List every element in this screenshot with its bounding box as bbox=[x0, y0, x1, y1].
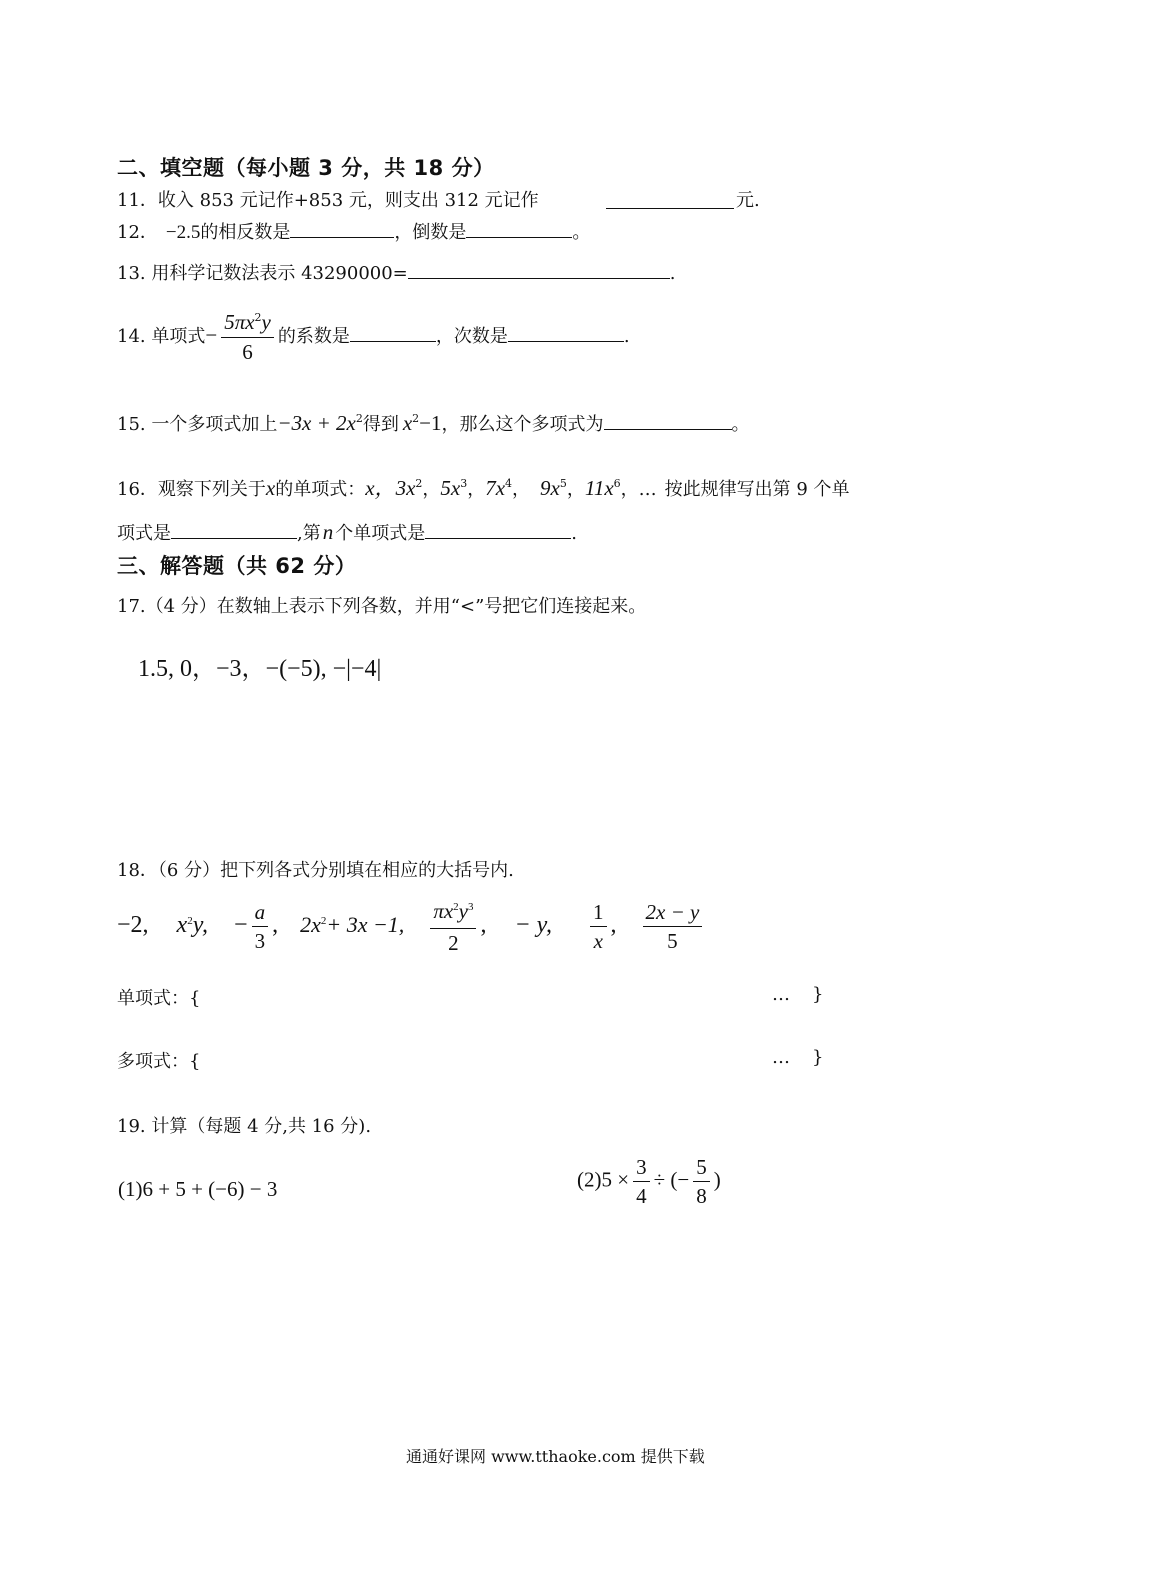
seq-exp-3: 3 bbox=[460, 477, 468, 490]
question-16-text-2: 的单项式： bbox=[275, 479, 366, 500]
question-12 bbox=[117, 218, 590, 244]
question-14 bbox=[117, 310, 630, 364]
expr-8-den: 5 bbox=[667, 928, 678, 953]
question-15-expr-2b: −1 bbox=[419, 411, 442, 435]
expr-5-num-a: πx bbox=[433, 899, 454, 923]
question-15-expr-1: −3x + 2x bbox=[277, 411, 356, 435]
answer-blank-15[interactable] bbox=[604, 411, 732, 430]
problem-19-2-part-c: ) bbox=[713, 1167, 721, 1192]
category-monomial-label: 单项式：{ bbox=[117, 988, 201, 1009]
answer-blank-16b[interactable] bbox=[425, 520, 571, 539]
question-14-text-3: ，次数是 bbox=[435, 325, 508, 347]
seq-term-5: 9x bbox=[540, 476, 560, 500]
question-15-end: 。 bbox=[731, 414, 750, 435]
question-14-fraction bbox=[221, 310, 274, 364]
monomial-answer-area[interactable] bbox=[222, 978, 762, 1008]
expr-1: −2, bbox=[117, 911, 149, 938]
question-13-end: . bbox=[669, 263, 676, 284]
expr-5-num-b: y bbox=[458, 899, 468, 923]
question-16-text-3: 按此规律写出第 9 个单 bbox=[664, 479, 850, 500]
expr-7-den: x bbox=[593, 928, 603, 953]
question-16-line2-b: ,第 bbox=[297, 523, 321, 544]
category-polynomial-label: 多项式：{ bbox=[117, 1051, 201, 1072]
category-monomial-close: } bbox=[812, 984, 824, 1005]
question-12-num: 12． bbox=[117, 222, 158, 243]
seq-term-1: x， bbox=[365, 476, 396, 500]
expr-6: − y, bbox=[514, 911, 553, 938]
expr-5-exp-a: 2 bbox=[453, 901, 459, 913]
expr-5-den: 2 bbox=[448, 930, 459, 955]
question-16-text-1: 16．观察下列关于 bbox=[117, 479, 266, 500]
answer-blank-16a[interactable] bbox=[171, 520, 297, 539]
question-12-text-1: 的相反数是 bbox=[200, 222, 291, 243]
question-12-end: 。 bbox=[572, 222, 591, 243]
category-polynomial-ellipsis: … bbox=[772, 1047, 790, 1068]
expr-2-exp: 2 bbox=[187, 914, 193, 927]
question-13 bbox=[117, 259, 676, 285]
expr-2-tail: y, bbox=[192, 911, 209, 938]
seq-sep-2: ， bbox=[422, 479, 441, 500]
problem-19-2-part-a: (2)5 × bbox=[577, 1167, 630, 1192]
expr-8-num: 2x − y bbox=[643, 900, 703, 927]
expr-4-tail: + 3x −1, bbox=[326, 911, 405, 937]
question-16-n: n bbox=[322, 520, 334, 544]
question-18-expressions: −2, $x^2y$, − $\frac{a}{3}$ , $2x^2+ 3x -1$, $\frac{\pi x^2y^3}{2}$ , − y, $\frac{1}{x}$ , $\frac{2x - y}{5}$ bbox=[117, 898, 706, 955]
frac-denominator: 6 bbox=[242, 339, 253, 364]
expr-7-num: 1 bbox=[590, 900, 607, 927]
seq-sep-4: ， bbox=[512, 479, 531, 500]
expr-5-exp-b: 3 bbox=[467, 901, 474, 913]
question-15-text-2: 得到 bbox=[362, 414, 399, 435]
question-16-line-2 bbox=[117, 519, 577, 545]
question-14-end: . bbox=[623, 325, 630, 347]
expr-8-fraction bbox=[643, 900, 703, 953]
expr-3-den: 3 bbox=[254, 928, 266, 953]
question-17: 17.（4 分）在数轴上表示下列各数，并用“<”号把它们连接起来。 bbox=[117, 596, 647, 617]
seq-exp-5: 5 bbox=[559, 477, 567, 490]
answer-blank-12b[interactable] bbox=[466, 219, 572, 238]
question-15 bbox=[117, 410, 750, 436]
seq-exp-2: 2 bbox=[415, 477, 423, 490]
frac-numerator-exp: 2 bbox=[254, 311, 262, 324]
question-15-text-1: 15. 一个多项式加上 bbox=[117, 414, 278, 435]
seq-sep-3: ， bbox=[467, 479, 486, 500]
frac-numerator: 5πx bbox=[224, 310, 255, 334]
answer-blank-14b[interactable] bbox=[508, 323, 624, 342]
section-2-title: 二、填空题（每小题 3 分，共 18 分） bbox=[117, 156, 495, 180]
expr-5-fraction bbox=[430, 898, 476, 955]
seq-exp-6: 6 bbox=[613, 477, 621, 490]
question-13-text: 13. 用科学记数法表示 43290000= bbox=[117, 263, 408, 284]
question-19: 19. 计算（每题 4 分,共 16 分). bbox=[117, 1116, 372, 1137]
seq-term-6: 11x bbox=[584, 476, 614, 500]
expr-7-fraction bbox=[590, 900, 607, 953]
seq-sep-5: ， bbox=[566, 479, 585, 500]
answer-blank-12a[interactable] bbox=[290, 219, 394, 238]
expr-3-fraction bbox=[252, 900, 269, 953]
question-15-text-3: ，那么这个多项式为 bbox=[441, 414, 604, 435]
seq-exp-4: 4 bbox=[505, 477, 513, 490]
expr-4-exp: 2 bbox=[320, 914, 327, 927]
question-16 bbox=[117, 472, 850, 502]
question-15-exp-2: 2 bbox=[412, 412, 420, 425]
expr-3-num: a bbox=[252, 900, 269, 927]
question-18: 18．（6 分）把下列各式分别填在相应的大括号内. bbox=[117, 860, 514, 881]
question-16-x: x bbox=[265, 476, 276, 500]
seq-term-4: 7x bbox=[485, 476, 506, 500]
seq-term-3: 5x bbox=[440, 476, 461, 500]
question-16-line2-c: 个单项式是 bbox=[335, 523, 426, 544]
question-11 bbox=[117, 186, 539, 212]
fraction-2-num: 5 bbox=[693, 1155, 710, 1182]
question-14-minus: − bbox=[205, 322, 218, 347]
question-15-expr-2a: x bbox=[402, 411, 413, 435]
answer-blank-13[interactable] bbox=[408, 260, 670, 279]
question-14-text-2: 的系数是 bbox=[277, 325, 350, 347]
polynomial-answer-area[interactable] bbox=[222, 1041, 762, 1071]
question-11-unit: 元. bbox=[736, 190, 760, 211]
category-monomial-ellipsis: … bbox=[772, 984, 790, 1005]
question-14-text-1: 14. 单项式 bbox=[117, 325, 206, 347]
expr-4-base: 2x bbox=[300, 911, 321, 937]
category-polynomial-close: } bbox=[812, 1047, 824, 1068]
question-15-exp-1: 2 bbox=[355, 412, 363, 425]
question-16-end: . bbox=[571, 523, 577, 544]
problem-19-2-fraction-2 bbox=[693, 1155, 710, 1208]
question-17-numbers: 1.5, 0，−3，−(−5), −|−4| bbox=[138, 656, 382, 682]
expr-2-base: x bbox=[176, 911, 188, 938]
frac-numerator-y: y bbox=[261, 310, 271, 334]
answer-blank-14a[interactable] bbox=[350, 323, 436, 342]
problem-19-2-fraction-1 bbox=[633, 1155, 650, 1208]
question-16-line2-a: 项式是 bbox=[117, 523, 171, 544]
fraction-1-num: 3 bbox=[633, 1155, 650, 1182]
problem-19-1: (1)6 + 5 + (−6) − 3 bbox=[118, 1177, 278, 1201]
fraction-2-den: 8 bbox=[696, 1184, 707, 1209]
question-12-text-2: ，倒数是 bbox=[394, 222, 467, 243]
fraction-1-den: 4 bbox=[636, 1184, 647, 1209]
problem-19-2-part-b: ÷ (− bbox=[653, 1167, 690, 1192]
page-footer: 通通好课网 www.tthaoke.com 提供下载 bbox=[406, 1447, 705, 1466]
expr-7-comma: , bbox=[610, 911, 617, 938]
question-12-value: −2.5 bbox=[165, 222, 201, 243]
seq-term-2: 3x bbox=[395, 476, 416, 500]
seq-ellipsis: ，… bbox=[620, 479, 657, 500]
section-3-title: 三、解答题（共 62 分） bbox=[117, 554, 357, 578]
question-11-text: 11．收入 853 元记作+853 元，则支出 312 元记作 bbox=[117, 190, 539, 211]
problem-19-2 bbox=[577, 1155, 721, 1208]
expr-5-comma: , bbox=[480, 911, 487, 938]
expr-3-minus: − bbox=[234, 911, 248, 938]
answer-blank-11[interactable] bbox=[606, 190, 734, 209]
